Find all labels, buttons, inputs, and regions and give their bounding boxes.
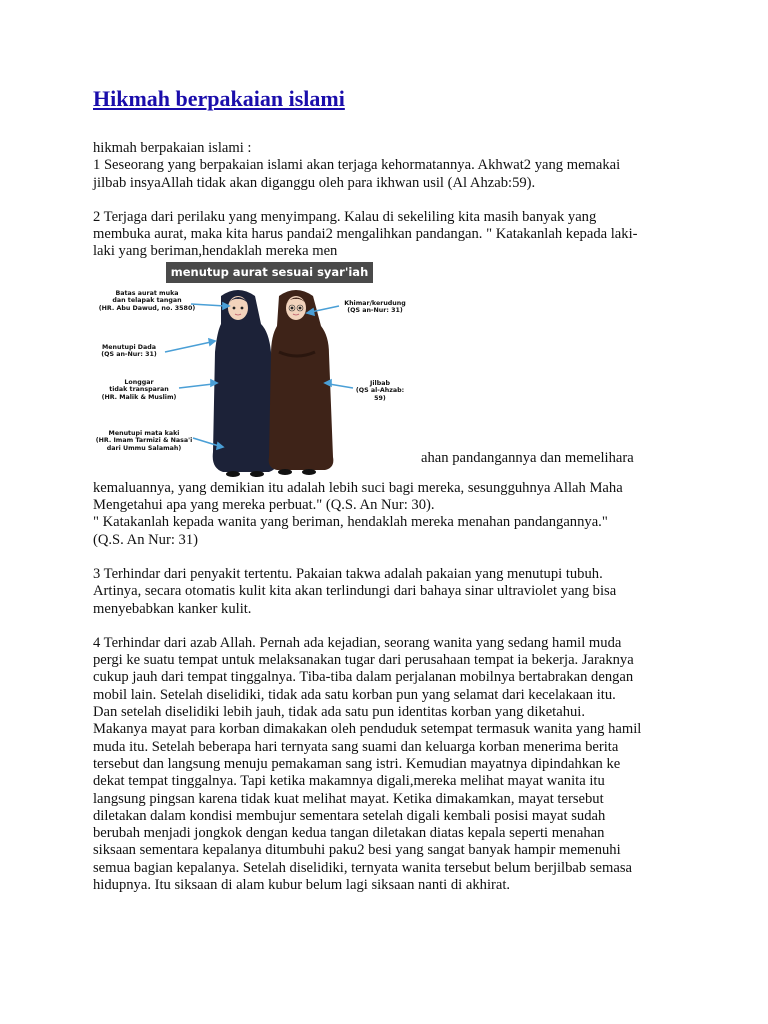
islamic-dress-illustration [93,262,411,480]
paragraph-4: 4 Terhindar dari azab Allah. Pernah ada kejadian, seorang wanita yang sedang hamil muda pergi ke suatu tempat untuk melaksanakan tugar dari perusahaan tempat ia bekerja. Jaraknya cukup jauh dari tempat tinggalnya. Tiba-tiba dalam perjalanan mobilnya bertabrakan dengan mobil lain. Setelah diselidiki, tidak ada satu korban pun yang selamat dari kecelakaan itu. Dan setelah diselidiki lebih jauh, tidak ada satu pun identitas korban yang diketahui. Makanya mayat para korban dimakakan oleh penduduk setempat termasuk wanita yang hamil muda itu. Setelah beberapa hari ternyata sang suami dan keluarga korban menerima berita tersebut dan langsung menuju pemakaman sang istri. Kemudian mayatnya dipindahkan ke dekat tempat tinggalnya. Tapi ketika makamnya digali,mereka melihat mayat wanita itu langsung pingsan karena tidak kuat melihat mayat. Ketika dimakamkan, mayat tersebut diletakan dalam kondisi membujur sementara setelah digali kembali posisi mayat sudah berubah menjadi jongkok dengan kedua tangan diletakan diatas kepala seperti menahan siksaan sementara kepalanya ditumbuhi paku2 besi yang sangat banyak hampir memenuhi semua bagian kepalanya. Setelah diselidiki, ternyata wanita tersebut belum berjilbab semasa hidupnya. Itu siksaan di alam kubur belum lagi siksaan nanti di akhirat. [93,634,642,894]
label-face-hands: Batas aurat muka dan telapak tangan (HR. Abu Dawud, no. 3580) [98,289,196,312]
woman-brown-figure [269,290,334,475]
woman-navy-figure [213,290,278,477]
label-loose: Longgar tidak transparan (HR. Malik & Muslim) [101,378,177,401]
page-title[interactable]: Hikmah berpakaian islami [93,86,345,111]
paragraph-3: 3 Terhindar dari penyakit tertentu. Pakaian takwa adalah pakaian yang menutupi tubuh. Artinya, secara otomatis kulit kita akan terlindungi dari bahaya sinar ultraviolet yang bisa menyebabkan kanker kulit. [93,565,617,617]
figure-banner: menutup aurat sesuai syar'iah [166,262,373,283]
label-chest: Menutupi Dada (QS an-Nur: 31) [101,343,157,359]
figure-row [93,262,683,480]
label-jilbab: Jilbab (QS al-Ahzab: 59) [355,379,405,402]
paragraph-2-continued: kemaluannya, yang demikian itu adalah lebih suci bagi mereka, sesungguhnya Allah Maha Mengetahui apa yang mereka perbuat." (Q.S. An Nur: 30). " Katakanlah kepada wanita yang beriman, hendaklah mereka menahan pandangannya." (Q.S. An Nur: 31) [93,479,623,548]
intro-line: hikmah berpakaian islami : [93,140,252,156]
document-page [93,86,683,894]
label-ankle: Menutupi mata kaki (HR. Imam Tarmizi & Nasa'i dari Ummu Salamah) [95,429,193,452]
paragraph-2-continued-first-line: ahan pandangannya dan memelihara [421,449,634,466]
paragraph-2: 2 Terjaga dari perilaku yang menyimpang. Kalau di sekeliling kita masih banyak yang membuka aurat, maka kita harus pandai2 mengalihkan pandangan. " Katakanlah kepada laki- laki yang beriman,hendaklah mereka men [93,208,638,260]
label-khimar: Khimar/kerudung (QS an-Nur: 31) [344,299,406,315]
paragraph-1: 1 Seseorang yang berpakaian islami akan terjaga kehormatannya. Akhwat2 yang memakai jilbab insyaAllah tidak akan diganggu oleh para ikhwan usil (Al Ahzab:59). [93,157,621,191]
